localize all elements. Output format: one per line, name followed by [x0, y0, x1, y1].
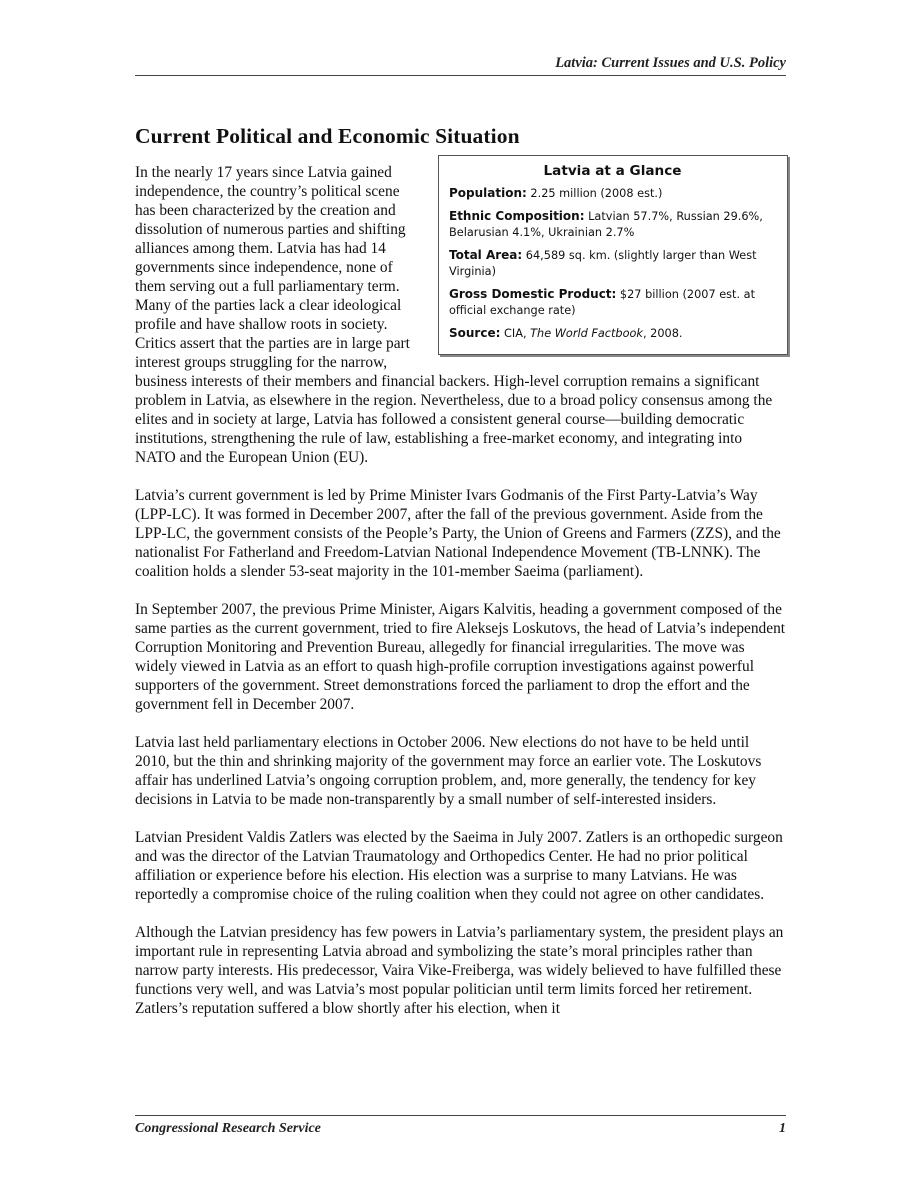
glance-ethnic-value: Latvian 57.7%, Russian 29.6%, Belarusian 4.1%, Ukrainian 2.7%: [449, 210, 763, 239]
footer-rule: [135, 1115, 786, 1116]
paragraph: Latvia’s current government is led by Prime Minister Ivars Godmanis of the First Party-Latvia’s Way (LPP-LC). It was formed in December 2007, after the fall of the previous government. Aside from the LPP-LC, the government consists of the People’s Party, the Union of Greens and Farmers (ZZS), and the nationalist For Fatherland and Freedom-Latvian National Independence Movement (TB-LNNK). The coalition holds a slender 53-seat majority in the 101-member Saeima (parliament).: [135, 487, 781, 580]
glance-box: [438, 155, 788, 355]
glance-ethnic-label: Ethnic Composition:: [449, 209, 585, 223]
glance-area-label: Total Area:: [449, 248, 523, 262]
glance-ethnic: [449, 208, 776, 241]
glance-population-value: 2.25 million (2008 est.): [526, 187, 663, 200]
glance-title: Latvia at a Glance: [543, 163, 682, 179]
page-number: 1: [779, 1121, 786, 1136]
glance-area-value: 64,589 sq. km. (slightly larger than West Virginia): [449, 249, 757, 278]
section-title: Current Political and Economic Situation: [135, 124, 520, 148]
footer-source: Congressional Research Service: [135, 1121, 321, 1136]
glance-source-pre: CIA,: [500, 327, 531, 340]
glance-source-label: Source:: [449, 326, 501, 340]
paragraph: Latvian President Valdis Zatlers was elected by the Saeima in July 2007. Zatlers is an orthopedic surgeon and was the director of the Latvian Traumatology and Orthopedics Center. He had no prior political affiliation or experience before his election. His election was a surprise to many Latvians. He was reportedly a compromise choice of the ruling coalition when they could not agree on other candidates.: [135, 829, 783, 903]
glance-source-post: , 2008.: [642, 327, 683, 340]
running-header: [135, 53, 786, 76]
body-text: [135, 163, 786, 1037]
glance-gdp: [449, 286, 776, 319]
glance-source-title: The World Factbook: [530, 327, 643, 340]
paragraph: Although the Latvian presidency has few powers in Latvia’s parliamentary system, the president plays an important rule in representing Latvia abroad and symbolizing the state’s moral principles rather than narrow party interests. His predecessor, Vaira Vike-Freiberga, was widely believed to have fulfilled these functions very well, and was Latvia’s most popular politician until term limits forced her retirement. Zatlers’s reputation suffered a blow shortly after his election, when it: [135, 924, 784, 1017]
running-title: Latvia: Current Issues and U.S. Policy: [555, 55, 786, 71]
glance-gdp-value: $27 billion (2007 est. at official exchange rate): [449, 288, 756, 317]
glance-source: [449, 325, 776, 342]
glance-population: [449, 185, 776, 202]
glance-gdp-label: Gross Domestic Product:: [449, 287, 617, 301]
glance-area: [449, 247, 776, 280]
paragraph: In the nearly 17 years since Latvia gained independence, the country’s political scene has been characterized by the creation and dissolution of numerous parties and shifting alliances among them. Latvia has had 14 governments since independence, none of them serving out a full parliamentary term. Many of the parties lack a clear ideological profile and have shallow roots in society. Critics assert that the parties are in large part interest groups struggling for the narrow, business interests of their members and financial backers. High-level corruption remains a significant problem in Latvia, as elsewhere in the region. Nevertheless, due to a broad policy consensus among the elites and in society at large, Latvia has followed a consistent general course—building democratic institutions, strengthening the rule of law, establishing a free-market economy, and integrating into NATO and the European Union (EU).: [135, 164, 773, 466]
paragraph: Latvia last held parliamentary elections in October 2006. New elections do not have to be held until 2010, but the thin and shrinking majority of the government may force an earlier vote. The Loskutovs affair has underlined Latvia’s ongoing corruption problem, and, more generally, the tendency for key decisions in Latvia to be made non-transparently by a small number of self-interested insiders.: [135, 734, 762, 808]
paragraph: In September 2007, the previous Prime Minister, Aigars Kalvitis, heading a government composed of the same parties as the current government, tried to fire Aleksejs Loskutovs, the head of Latvia’s independent Corruption Monitoring and Prevention Bureau, allegedly for financial irregularities. The move was widely viewed in Latvia as an effort to quash high-profile corruption investigations against powerful supporters of the government. Street demonstrations forced the parliament to drop the effort and the government fell in December 2007.: [135, 601, 786, 713]
glance-population-label: Population:: [449, 186, 527, 200]
